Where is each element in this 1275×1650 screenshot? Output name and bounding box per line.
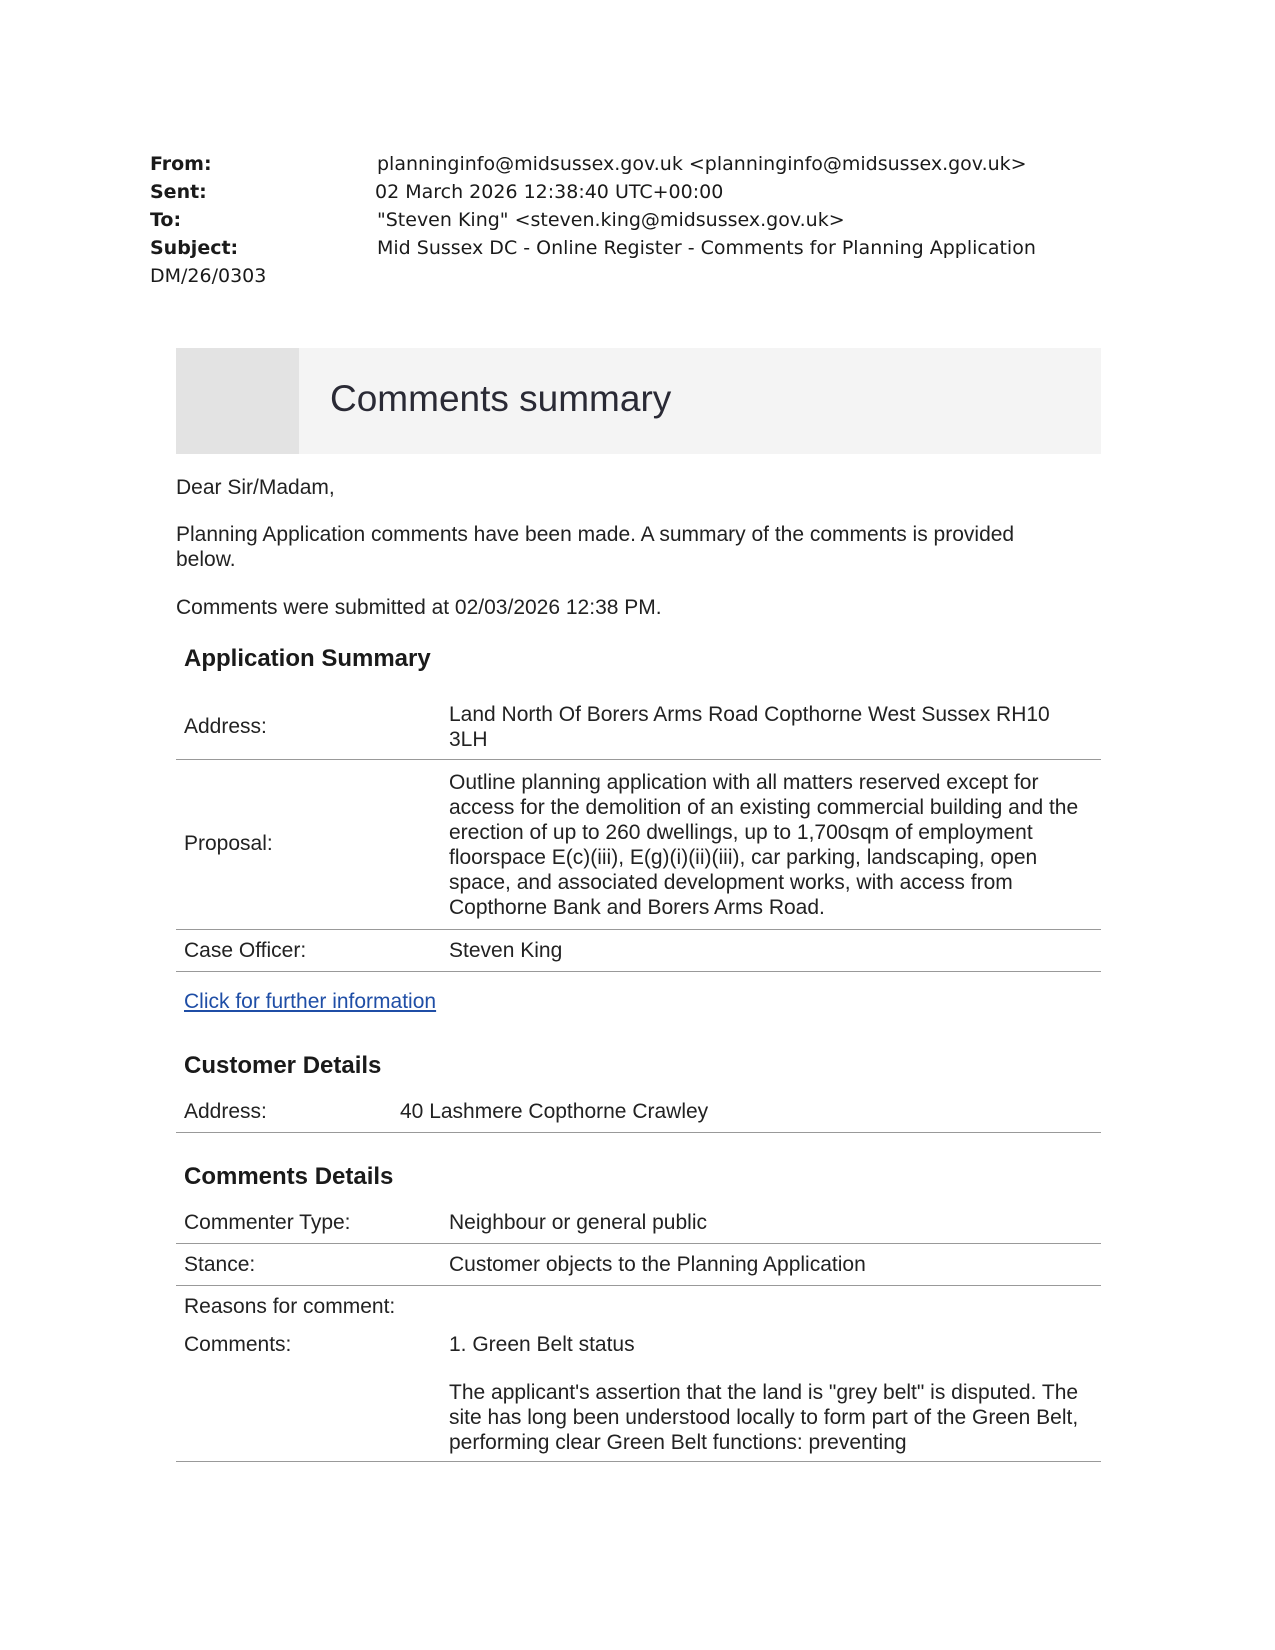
- stance-row: [176, 1244, 1101, 1286]
- subject-value: Mid Sussex DC - Online Register - Comments for Planning Application: [377, 237, 1036, 259]
- address-value: Land North Of Borers Arms Road Copthorne West Sussex RH10 3LH: [449, 703, 1050, 751]
- case-officer-label: Case Officer:: [184, 939, 307, 962]
- case-officer-row: [176, 930, 1101, 972]
- banner-side-block: [176, 348, 299, 454]
- subject-continuation: DM/26/0303: [150, 265, 267, 287]
- comments-details-heading: Comments Details: [184, 1163, 394, 1190]
- customer-details-heading: Customer Details: [184, 1052, 382, 1079]
- reasons-row: [176, 1286, 1101, 1326]
- case-officer-value: Steven King: [449, 939, 563, 962]
- banner-title: Comments summary: [330, 378, 672, 419]
- comments-body: The applicant's assertion that the land is "grey belt" is disputed. The site has long been understood locally to form part of the Green Belt, performing clear Green Belt functions: preventing: [449, 1381, 1079, 1454]
- comments-summary-banner: [176, 348, 1101, 454]
- from-row: [150, 150, 1027, 178]
- stance-label: Stance:: [184, 1253, 256, 1276]
- application-summary-table: [176, 692, 1101, 972]
- sent-row: [150, 178, 724, 206]
- to-value: "Steven King" <steven.king@midsussex.gov.uk>: [377, 209, 845, 231]
- proposal-row: [176, 760, 1101, 930]
- reasons-label: Reasons for comment:: [184, 1295, 396, 1318]
- email-header: [150, 150, 1036, 290]
- customer-address-value: 40 Lashmere Copthorne Crawley: [400, 1100, 709, 1123]
- customer-details-table: [176, 1091, 1101, 1133]
- intro-line: Planning Application comments have been made. A summary of the comments is provided below.: [176, 523, 1015, 571]
- commenter-type-row: [176, 1202, 1101, 1244]
- subject-label: Subject:: [150, 237, 239, 259]
- comments-title: 1. Green Belt status: [449, 1333, 635, 1356]
- address-row: [176, 692, 1101, 760]
- comments-label: Comments:: [184, 1333, 292, 1356]
- customer-address-row: [176, 1091, 1101, 1133]
- customer-address-label: Address:: [184, 1100, 267, 1123]
- from-label: From:: [150, 153, 212, 175]
- commenter-type-label: Commenter Type:: [184, 1211, 351, 1234]
- comments-details-table: [176, 1202, 1101, 1462]
- comments-row: [176, 1326, 1101, 1462]
- application-summary-heading: Application Summary: [184, 645, 431, 672]
- further-info-link[interactable]: Click for further information: [184, 990, 437, 1013]
- submitted-line: Comments were submitted at 02/03/2026 12:38 PM.: [176, 596, 662, 619]
- greeting: Dear Sir/Madam,: [176, 476, 335, 499]
- proposal-value: Outline planning application with all matters reserved except for access for the demolition of an existing commercial building and the erection of up to 260 dwellings, up to 1,700sqm of employment floorspace E(c)(iii), E(g)(i)(ii)(iii), car parking, landscaping, open space, and associated development works, with access from Copthorne Bank and Borers Arms Road.: [449, 771, 1079, 919]
- sent-label: Sent:: [150, 181, 207, 203]
- proposal-label: Proposal:: [184, 832, 273, 855]
- subject-row: [150, 234, 1036, 262]
- address-label: Address:: [184, 715, 267, 738]
- from-value: planninginfo@midsussex.gov.uk <planninginfo@midsussex.gov.uk>: [377, 153, 1027, 175]
- stance-value: Customer objects to the Planning Application: [449, 1253, 866, 1276]
- sent-value: 02 March 2026 12:38:40 UTC+00:00: [375, 181, 724, 203]
- to-row: [150, 206, 845, 234]
- commenter-type-value: Neighbour or general public: [449, 1211, 707, 1234]
- to-label: To:: [150, 209, 182, 231]
